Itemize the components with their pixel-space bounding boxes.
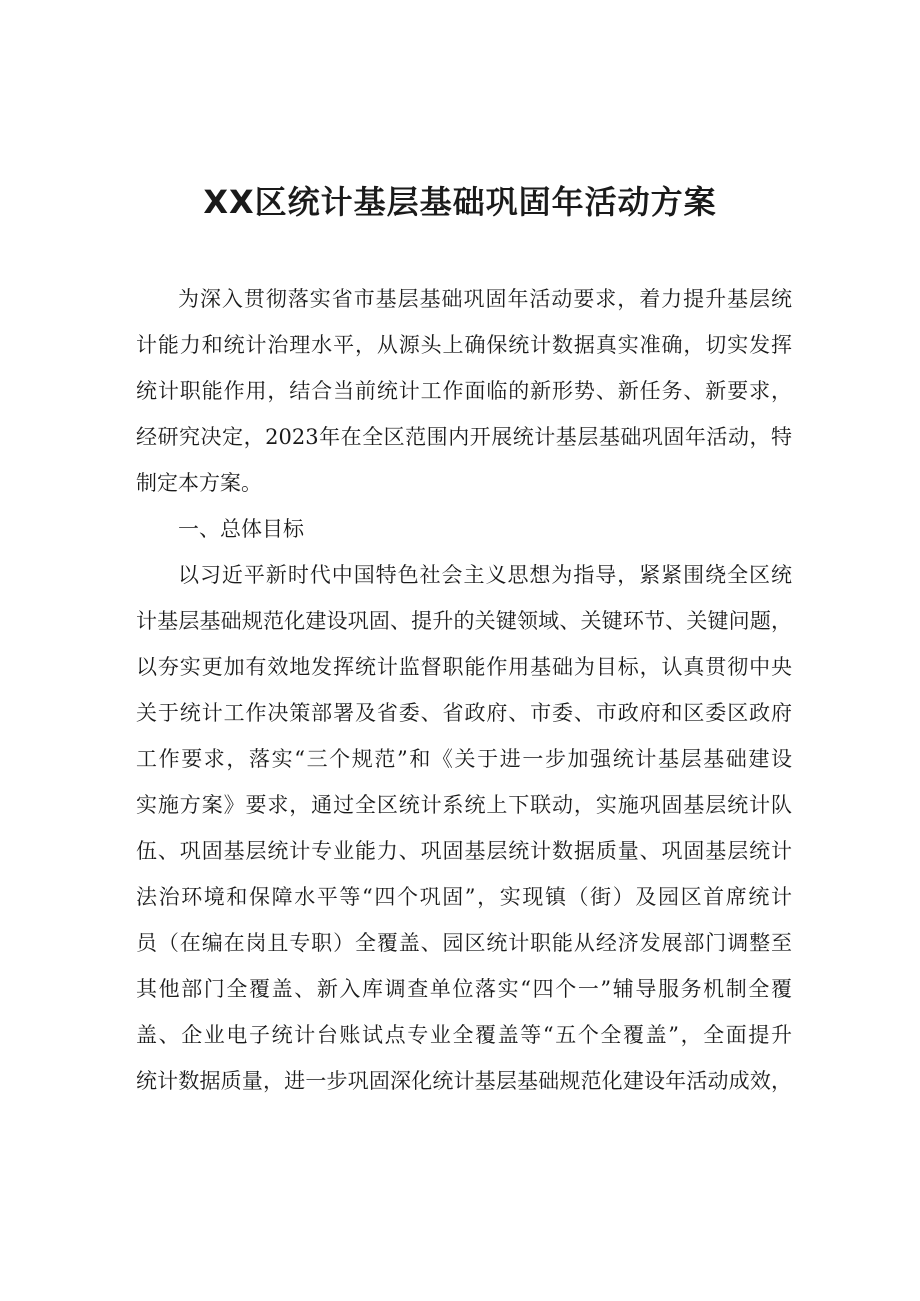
text-line: 制定本方案。: [136, 471, 262, 495]
text-line: 员（在编在岗且专职）全覆盖、园区统计职能从经济发展部门调整至: [136, 931, 792, 955]
text-line: 法治环境和保障水平等“四个巩固”，实现镇（街）及园区首席统计: [136, 885, 792, 909]
text-line: 计基层基础规范化建设巩固、提升的关键领域、关键环节、关键问题，: [136, 609, 792, 633]
document-title: XX区统计基层基础巩固年活动方案: [203, 183, 717, 221]
text-line: 以夯实更加有效地发挥统计监督职能作用基础为目标，认真贯彻中央: [136, 655, 792, 679]
text-line: 关于统计工作决策部署及省委、省政府、市委、市政府和区委区政府: [136, 701, 792, 725]
text-line: 计能力和统计治理水平，从源头上确保统计数据真实准确，切实发挥: [136, 333, 792, 357]
text-line: 其他部门全覆盖、新入库调查单位落实“四个一”辅导服务机制全覆: [136, 977, 792, 1001]
text-line: 经研究决定，2023年在全区范围内开展统计基层基础巩固年活动，特: [136, 425, 792, 449]
text-line: 统计职能作用，结合当前统计工作面临的新形势、新任务、新要求，: [136, 379, 792, 403]
section-heading: 一、总体目标: [178, 517, 304, 541]
text-line: 为深入贯彻落实省市基层基础巩固年活动要求，着力提升基层统: [178, 287, 792, 311]
text-line: 实施方案》要求，通过全区统计系统上下联动，实施巩固基层统计队: [136, 793, 792, 817]
text-line: 工作要求，落实“三个规范”和《关于进一步加强统计基层基础建设: [136, 747, 792, 771]
text-line: 伍、巩固基层统计专业能力、巩固基层统计数据质量、巩固基层统计: [136, 839, 792, 863]
document-body: [136, 276, 792, 1104]
text-line: 统计数据质量，进一步巩固深化统计基层基础规范化建设年活动成效，: [136, 1069, 792, 1093]
text-line: 以习近平新时代中国特色社会主义思想为指导，紧紧围绕全区统: [178, 563, 792, 587]
text-line: 盖、企业电子统计台账试点专业全覆盖等“五个全覆盖”，全面提升: [136, 1023, 792, 1047]
